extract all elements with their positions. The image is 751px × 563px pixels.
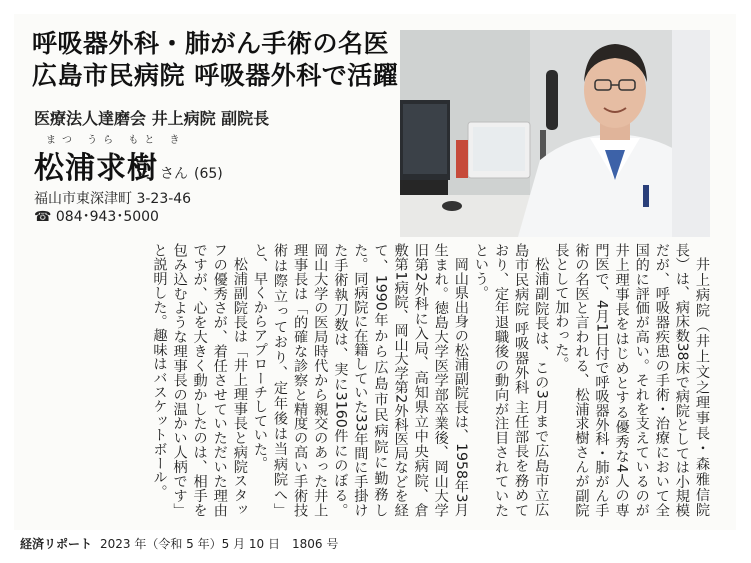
person-name: 松浦求樹 bbox=[34, 151, 158, 186]
name-line bbox=[34, 143, 223, 187]
article-body bbox=[30, 243, 712, 517]
phone-number: ☎ 084･943･5000 bbox=[34, 209, 159, 225]
article-paragraph: 岡山県出身の松浦副院長は、1958年3月生まれ。徳島大学医学部卒業後、岡山大学旧第2外科に入局、高知県立中央病院、倉敷第1病院、岡山大学第2外科医局などを経て、1990年から広島市民病院に勤務した。同病院に在籍していた33年間に手掛けた手術執刀数は、実に3160件にのぼる。岡山大学の医局時代から親交のあった井上理事長は「的確な診察と精度の高い手術技術は際立っており、定年後は当病院へ」と、早くからアプローチしていた。 bbox=[251, 243, 469, 517]
name-reading: まつ うら もと き bbox=[46, 135, 186, 146]
article-paragraph: 松浦副院長は、この3月まで広島市立広島市民病院 呼吸器外科 主任部長を務めており、定年退職後の動向が注目されていたという。 bbox=[472, 243, 550, 517]
honorific: さん bbox=[160, 166, 188, 182]
headline-line-1: 呼吸器外科・肺がん手術の名医 bbox=[32, 29, 390, 58]
address: 福山市東深津町 3-23-46 bbox=[34, 191, 192, 207]
article-headline bbox=[32, 28, 402, 92]
contact-info bbox=[34, 190, 191, 226]
footer bbox=[20, 535, 338, 552]
headline-line-2: 広島市民病院 呼吸器外科で活躍 bbox=[32, 61, 399, 90]
article-paragraph: 井上病院（井上文之理事長・森雅信院長）は、病床数38床で病院としては小規模だが、呼吸器疾患の手術・治療において全国的に評価が高い。それを支えているのが井上理事長をはじめとする優秀な4人の専門医で、4月1日付で呼吸器外科・肺がん手術の名医と言われる、松浦求樹さんが副院長として加わった。 bbox=[553, 243, 710, 517]
portrait-photo bbox=[400, 30, 710, 237]
issue-info: 2023 年（令和 5 年）5 月 10 日 1806 号 bbox=[100, 537, 339, 551]
publication-name: 経済リポート bbox=[20, 537, 93, 551]
doctor-photo-illustration bbox=[400, 30, 710, 237]
person-age: (65) bbox=[194, 166, 223, 182]
article-paragraph: 松浦副院長は「井上理事長と病院スタッフの優秀さが、着任させていただいた理由ですが、心を大きく動かしたのは、相手を包み込むような理事長の温かい人柄です」と説明した。趣味はバスケットボール。 bbox=[151, 243, 248, 517]
organization-title: 医療法人達磨会 井上病院 副院長 bbox=[34, 109, 270, 128]
